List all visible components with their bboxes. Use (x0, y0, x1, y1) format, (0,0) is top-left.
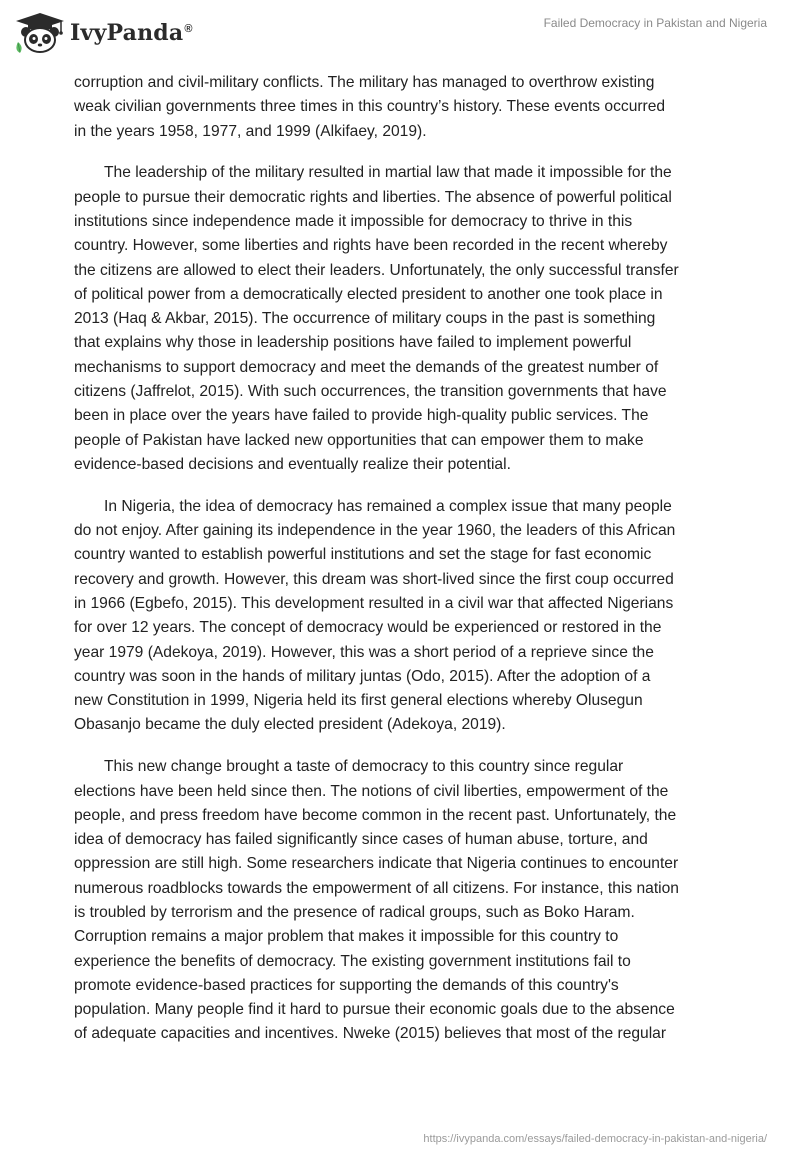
paragraph-line: 2013 (Haq & Akbar, 2015). The occurrence of military coups in the past is something (74, 310, 656, 328)
paragraph-line: the citizens are allowed to elect their leaders. Unfortunately, the only successful transfer (74, 261, 679, 279)
essay-paragraph (74, 755, 734, 1047)
paragraph-line: recovery and growth. However, this dream was short-lived since the first coup occurred (74, 570, 674, 588)
paragraph-line: of adequate capacities and incentives. Nweke (2015) believes that most of the regular (74, 1025, 667, 1043)
paragraph-line: country wanted to establish powerful institutions and set the stage for fast economic (74, 546, 652, 564)
essay-body (74, 71, 734, 1064)
essay-paragraph (74, 161, 734, 477)
paragraph-line: that explains why those in leadership positions have failed to implement powerful (74, 334, 632, 352)
paragraph-line: people to pursue their democratic rights and liberties. The absence of powerful political (74, 188, 672, 206)
paragraph-line: been in place over the years have failed to provide high-quality public services. The (74, 407, 649, 425)
paragraph-line: in 1966 (Egbefo, 2015). This development resulted in a civil war that affected Nigerians (74, 594, 674, 612)
paragraph-line: citizens (Jaffrelot, 2015). With such occurrences, the transition governments that have (74, 383, 667, 401)
paragraph-line: new Constitution in 1999, Nigeria held its first general elections whereby Olusegun (74, 692, 643, 710)
brand-name: IvyPanda® (70, 20, 193, 46)
paragraph-line: is troubled by terrorism and the presence of radical groups, such as Boko Haram. (74, 904, 635, 921)
paragraph-line: Obasanjo became the duly elected president (Adekoya, 2019). (74, 716, 506, 734)
paragraph-line: numerous roadblocks towards the empowerment of all citizens. For instance, this nation (74, 879, 679, 897)
paragraph-line: elections have been held since then. The notions of civil liberties, empowerment of the (74, 782, 669, 800)
essay-paragraph (74, 71, 734, 144)
source-url: https://ivypanda.com/essays/failed-democracy-in-pakistan-and-nigeria/ (423, 1133, 767, 1145)
paragraph-line: institutions since independence made it impossible for democracy to thrive in this (74, 212, 633, 230)
ivypanda-logo[interactable] (14, 12, 193, 54)
paragraph-line: Corruption remains a major problem that makes it impossible for this country to (74, 928, 619, 946)
panda-graduate-icon (14, 12, 66, 54)
paragraph-line: in the years 1958, 1977, and 1999 (Alkifaey, 2019). (74, 122, 427, 140)
essay-paragraph (74, 495, 734, 738)
page-header (0, 0, 800, 70)
paragraph-line: evidence-based decisions and eventually realize their potential. (74, 455, 511, 473)
paragraph-line: do not enjoy. After gaining its independence in the year 1960, the leaders of this African (74, 522, 676, 540)
paragraph-line: year 1979 (Adekoya, 2019). However, this was a short period of a reprieve since the (74, 643, 654, 661)
paragraph-line: people, and press freedom have become common in the recent past. Unfortunately, the (74, 806, 677, 824)
paragraph-line: corruption and civil-military conflicts. The military has managed to overthrow existing (74, 74, 655, 91)
paragraph-line: The leadership of the military resulted in martial law that made it impossible for the (104, 164, 672, 182)
paragraph-line: weak civilian governments three times in this country’s history. These events occurred (74, 98, 666, 116)
registered-mark: ® (184, 22, 193, 35)
paragraph-line: for over 12 years. The concept of democracy would be experienced or restored in the (74, 619, 662, 637)
paragraph-line: In Nigeria, the idea of democracy has remained a complex issue that many people (104, 497, 672, 515)
paragraph-line: people of Pakistan have lacked new opportunities that can empower them to make (74, 431, 644, 449)
paragraph-line: This new change brought a taste of democracy to this country since regular (104, 758, 624, 776)
paragraph-line: country. However, some liberties and rights have been recorded in the recent whereby (74, 237, 668, 255)
paragraph-line: experience the benefits of democracy. The existing government institutions fail to (74, 952, 631, 970)
paragraph-line: mechanisms to support democracy and meet the demands of the greatest number of (74, 358, 659, 376)
paragraph-line: of political power from a democratically elected president to another one took place in (74, 285, 663, 303)
paragraph-line: population. Many people find it hard to pursue their economic goals due to the absence (74, 1001, 675, 1019)
paragraph-line: idea of democracy has failed significantly since cases of human abuse, torture, and (74, 831, 648, 849)
paragraph-line: promote evidence-based practices for supporting the demands of this country's (74, 976, 619, 994)
document-title: Failed Democracy in Pakistan and Nigeria (543, 16, 767, 30)
paragraph-line: oppression are still high. Some researchers indicate that Nigeria continues to encounter (74, 855, 679, 873)
paragraph-line: country was soon in the hands of military juntas (Odo, 2015). After the adoption of a (74, 667, 651, 685)
